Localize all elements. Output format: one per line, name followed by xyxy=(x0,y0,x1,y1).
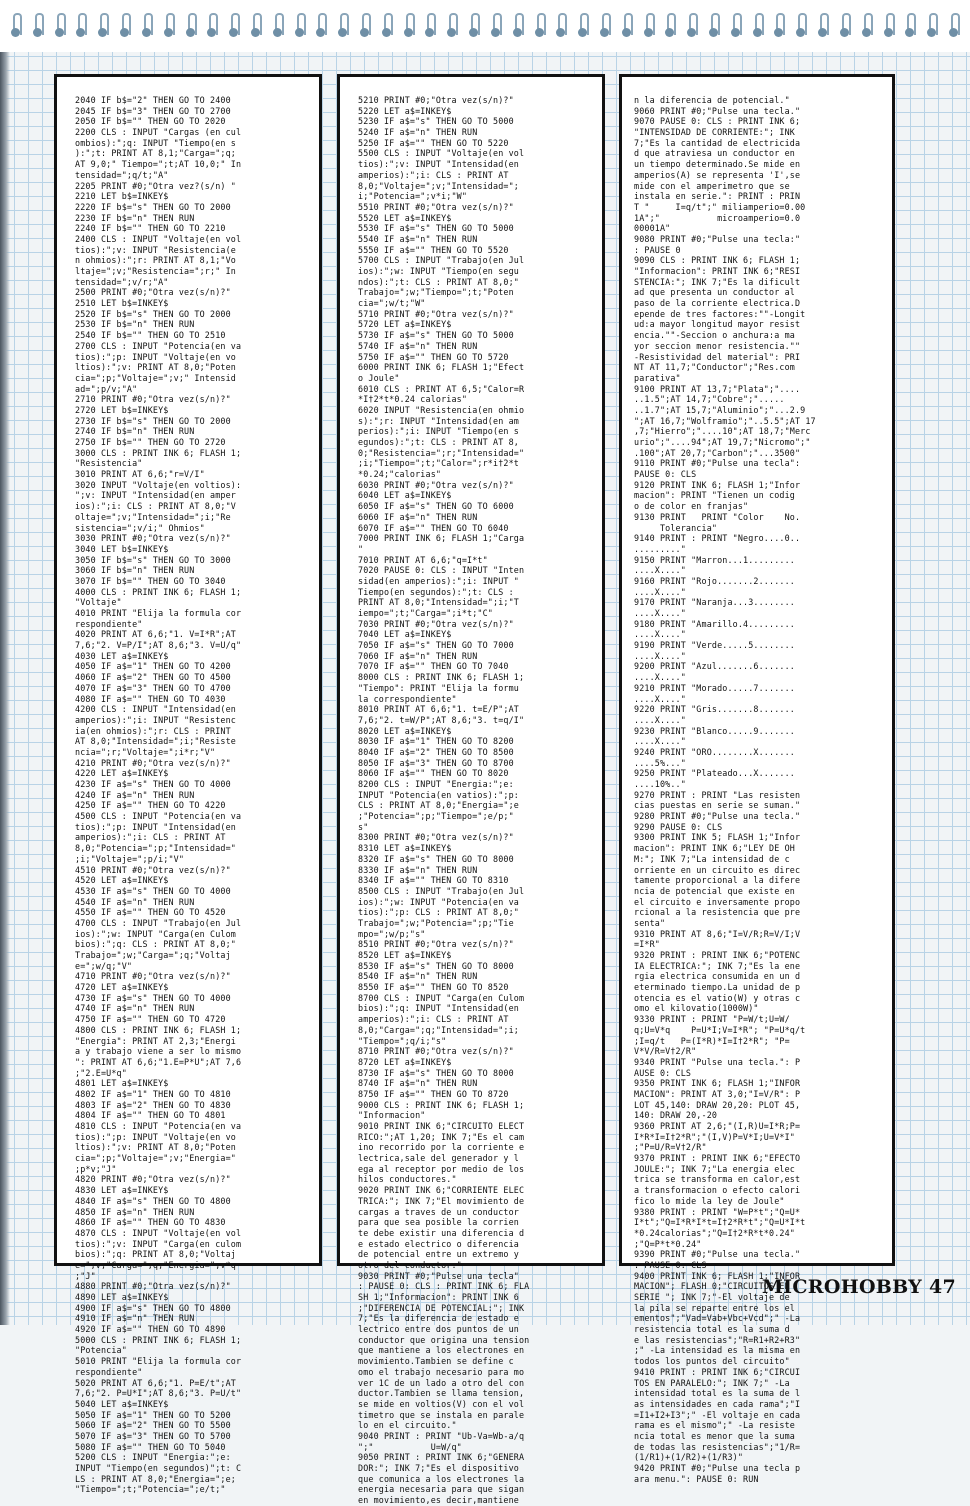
spiral-ring-icon xyxy=(161,13,177,39)
basic-code-column-2: 5210 PRINT #0;"Otra vez(s/n)?" 5220 LET a$=INKEY$ 5230 IF a$="s" THEN GO TO 5000 5240 IF a$="n" THEN RUN 5250 IF a$="" THEN GO TO 5220 5500 CLS : INPUT "Voltaje(en vol tios):";v: INPUT "Intensidad(en amperios):";i: CLS : PRINT AT 8,0;"Voltaje=";v;"Intensidad="; i;"Potencia=";v*i;"W" 5510 PRINT #0;"Otra vez(s/n)?" 5520 LET a$=INKEY$ 5530 IF a$="s" THEN GO TO 5000 5540 IF a$="n" THEN RUN 5550 IF a$="" THEN GO TO 5520 5700 CLS : INPUT "Trabajo(en Jul ios):";w: INPUT "Tiempo(en segu ndos):";t: CLS : PRINT AT 8,0;" Trabajo=";w;"Tiempo=";t;"Poten cia=";w/t;"W" 5710 PRINT #0;"Otra vez(s/n)?" 5720 LET a$=INKEY$ 5730 IF a$="s" THEN GO TO 5000 5740 IF a$="n" THEN RUN 5750 IF a$="" THEN GO TO 5720 6000 PRINT INK 6; FLASH 1;"Efect o Joule" 6010 CLS : PRINT AT 6,5;"Calor=R *I†2*t*0.24 calorias" 6020 INPUT "Resistencia(en ohmio s):";r: INPUT "Intensidad(en am perios):";i: INPUT "Tiempo(en s egundos):";t: CLS : PRINT AT 8, 0;"Resistencia=";r;"Intensidad=" ;i;"Tiempo=";t;"Calor=";r*i†2*t *0.24;"calorias" 6030 PRINT #0;"Otra vez(s/n)?" 6040 LET a$=INKEY$ 6050 IF a$="s" THEN GO TO 6000 6060 IF a$="n" THEN RUN 6070 IF a$="" THEN GO TO 6040 7000 PRINT INK 6; FLASH 1;"Carga " 7010 PRINT AT 6,6;"q=I*t" 7020 PAUSE 0: CLS : INPUT "Inten sidad(en amperios):";i: INPUT " Tiempo(en segundos):";t: CLS : PRINT AT 8,0;"Intensidad=";i;"T iempo=";t;"Carga=";i*t;"C" 7030 PRINT #0;"Otra vez(s/n)?" 7040 LET a$=INKEY$ 7050 IF a$="s" THEN GO TO 7000 7060 IF a$="n" THEN RUN 7070 IF a$="" THEN GO TO 7040 8000 CLS : PRINT INK 6; FLASH 1; "Tiempo": PRINT "Elija la formu la correspondiente" 8010 PRINT AT 6,6;"1. t=E/P";AT 7,6;"2. t=W/P";AT 8,6;"3. t=q/I" 8020 LET a$=INKEY$ 8030 IF a$="1" THEN GO TO 8200 8040 IF a$="2" THEN GO TO 8500 8050 IF a$="3" THEN GO TO 8700 8060 IF a$="" THEN GO TO 8020 8200 CLS : INPUT "Energia:";e: INPUT "Potencia(en vatios):";p: CLS : PRINT AT 8,0;"Energia=";e ;"Potencia=";p;"Tiempo=";e/p;" s" 8300 PRINT #0;"Otra vez(s/n)?" 8310 LET a$=INKEY$ 8320 IF a$="s" THEN GO TO 8000 8330 IF a$="n" THEN RUN 8340 IF a$="" THEN GO TO 8310 8500 CLS : INPUT "Trabajo(en Jul ios):";w: INPUT "Potencia(en va tios):";p: CLS : PRINT AT 8,0;" Trabajo=";w;"Potencia=";p;"Tie mpo=";w/p;"s" 8510 PRINT #0;"Otra vez(s/n)?" 8520 LET a$=INKEY$ 8530 IF a$="s" THEN GO TO 8000 8540 IF a$="n" THEN RUN 8550 IF a$="" THEN GO TO 8520 8700 CLS : INPUT "Carga(en Culom bios):";q: INPUT "Intensidad(en amperios):";i: CLS : PRINT AT 8,0;"Carga=";q;"Intensidad=";i; "Tiempo=";q/i;"s" 8710 PRINT #0;"Otra vez(s/n)?" 8720 LET a$=INKEY$ 8730 IF a$="s" THEN GO TO 8000 8740 IF a$="n" THEN RUN 8750 IF a$="" THEN GO TO 8720 9000 CLS : PRINT INK 6; FLASH 1; "Informacion" 9010 PRINT INK 6;"CIRCUITO ELECT RICO:";AT 1,20; INK 7;"Es el cam ino recorrido por la corriente e lectrica,sale del generador y l ega al receptor por medio de los hilos conductores." 9020 PRINT INK 6;"CORRIENTE ELEC TRICA:"; INK 7;"El movimiento de cargas a traves de un conductor para que sea posible la corrien te debe existir una diferencia d e estado electrico o diferencia de potencial entre un extremo y otro del conductor." 9030 PRINT #0;"Pulse una tecla" : PAUSE 0: CLS : PRINT INK 6; FLA SH 1;"Informacion": PRINT INK 6 ;"DIFERENCIA DE POTENCIAL:"; INK 7;"Es la diferencia de estado e lectrico entre dos puntos de un conductor que origina una tension que mantiene a los electrones en movimiento.Tambien se define c omo el trabajo necesario para mo ver 1C de un lado a otro del con ductor.Tambien se llama tension, se mide en voltios(V) con el vol timetro que se instala en parale lo en el circuito." 9040 PRINT : PRINT "Ub-Va=Wb-a/q ";" U=W/q" 9050 PRINT : PRINT INK 6;"GENERA DOR:"; INK 7;"Es el dispositivo que comunica a los electrones la energia necesaria para que sigan en movimiento,es decir,mantiene xyxy=(358,95,530,1506)
spiral-ring-icon xyxy=(510,13,526,39)
spiral-ring-icon xyxy=(662,13,678,39)
spiral-ring-icon xyxy=(270,13,286,39)
spiral-ring-icon xyxy=(597,13,613,39)
spiral-ring-icon xyxy=(750,13,766,39)
spiral-ring-icon xyxy=(117,13,133,39)
spiral-ring-icon xyxy=(357,13,373,39)
spiral-ring-icon xyxy=(706,13,722,39)
spiral-ring-icon xyxy=(684,13,700,39)
spiral-ring-icon xyxy=(902,13,918,39)
spiral-ring-icon xyxy=(924,13,940,39)
spiral-ring-icon xyxy=(837,13,853,39)
spiral-ring-icon xyxy=(379,13,395,39)
spiral-ring-icon xyxy=(575,13,591,39)
spiral-ring-icon xyxy=(532,13,548,39)
spiral-ring-icon xyxy=(8,13,24,39)
spiral-binding xyxy=(0,0,970,52)
spiral-ring-icon xyxy=(771,13,787,39)
spiral-ring-icon xyxy=(401,13,417,39)
listing-column-2 xyxy=(337,74,605,1506)
spiral-ring-icon xyxy=(815,13,831,39)
spiral-ring-icon xyxy=(859,13,875,39)
spiral-ring-icon xyxy=(313,13,329,39)
spiral-ring-icon xyxy=(793,13,809,39)
basic-code-column-1: 2040 IF b$="2" THEN GO TO 2400 2045 IF b$="3" THEN GO TO 2700 2050 IF b$="" THEN GO TO 2020 2200 CLS : INPUT "Cargas (en cul ombios):";q: INPUT "Tiempo(en s ):";t: PRINT AT 8,1;"Carga=";q; AT 9,0;" Tiempo=";t;AT 10,0;" In tensidad=";q/t;"A" 2205 PRINT #0;"Otra vez?(s/n) " 2210 LET b$=INKEY$ 2220 IF b$="s" THEN GO TO 2000 2230 IF b$="n" THEN RUN 2240 IF b$="" THEN GO TO 2210 2400 CLS : INPUT "Voltaje(en vol tios):";v: INPUT "Resistencia(e n ohmios):";r: PRINT AT 8,1;"Vo ltaje=";v;"Resistencia=";r;" In tensidad=";v/r;"A" 2500 PRINT #0;"Otra vez(s/n)?" 2510 LET b$=INKEY$ 2520 IF b$="s" THEN GO TO 2000 2530 IF b$="n" THEN RUN 2540 IF b$="" THEN GO TO 2510 2700 CLS : INPUT "Potencia(en va tios):";p: INPUT "Voltaje(en vo ltios):";v: PRINT AT 8,0;"Poten cia=";p;"Voltaje=";v;" Intensid ad=";p/v;"A" 2710 PRINT #0;"Otra vez(s/n)?" 2720 LET b$=INKEY$ 2730 IF b$="s" THEN GO TO 2000 2740 IF b$="n" THEN RUN 2750 IF b$="" THEN GO TO 2720 3000 CLS : PRINT INK 6; FLASH 1; "Resistencia" 3010 PRINT AT 6,6;"r=V/I" 3020 INPUT "Voltaje(en voltios): ";v: INPUT "Intensidad(en amper ios):";i: CLS : PRINT AT 8,0;"V oltaje=";v;"Intensidad=";i;"Re sistencia=";v/i;" Ohmios" 3030 PRINT #0;"Otra vez(s/n)?" 3040 LET b$=INKEY$ 3050 IF b$="s" THEN GO TO 3000 3060 IF b$="n" THEN RUN 3070 IF b$="" THEN GO TO 3040 4000 CLS : PRINT INK 6; FLASH 1; "Voltaje" 4010 PRINT "Elija la formula cor respondiente" 4020 PRINT AT 6,6;"1. V=I*R";AT 7,6;"2. V=P/I";AT 8,6;"3. V=U/q" 4030 LET a$=INKEY$ 4050 IF a$="1" THEN GO TO 4200 4060 IF a$="2" THEN GO TO 4500 4070 IF a$="3" THEN GO TO 4700 4080 IF a$="" THEN GO TO 4030 4200 CLS : INPUT "Intensidad(en amperios):";i: INPUT "Resistenc ia(en ohmios):";r: CLS : PRINT AT 8,0;"Intensidad=";i;"Resiste ncia=";r;"Voltaje=";i*r;"V" 4210 PRINT #0;"Otra vez(s/n)?" 4220 LET a$=INKEY$ 4230 IF a$="s" THEN GO TO 4000 4240 IF a$="n" THEN RUN 4250 IF a$="" THEN GO TO 4220 4500 CLS : INPUT "Potencia(en va tios):";p: INPUT "Intensidad(en amperios):";i: CLS : PRINT AT 8,0;"Potencia=";p;"Intensidad=" ;i;"Voltaje=";p/i;"V" 4510 PRINT #0;"Otra vez(s/n)?" 4520 LET a$=INKEY$ 4530 IF a$="s" THEN GO TO 4000 4540 IF a$="n" THEN RUN 4550 IF a$="" THEN GO TO 4520 4700 CLS : INPUT "Trabajo(en Jul ios):";w: INPUT "Carga(en Culom bios):";q: CLS : PRINT AT 8,0;" Trabajo=";w;"Carga=";q;"Voltaj e=";w/q;"V" 4710 PRINT #0;"Otra vez(s/n)?" 4720 LET a$=INKEY$ 4730 IF a$="s" THEN GO TO 4000 4740 IF a$="n" THEN RUN 4750 IF a$="" THEN GO TO 4720 4800 CLS : PRINT INK 6; FLASH 1; "Energia": PRINT AT 2,3;"Energi a y trabajo viene a ser lo mismo ": PRINT AT 6,6;"1.E=P*U";AT 7,6 ;"2.E=U*q" 4801 LET a$=INKEY$ 4802 IF a$="1" THEN GO TO 4810 4803 IF a$="2" THEN GO TO 4830 4804 IF a$="" THEN GO TO 4801 4810 CLS : INPUT "Potencia(en va tios):";p: INPUT "Voltaje(en vo ltios):";v: PRINT AT 8,0;"Poten cia=";p;"Voltaje=";v;"Energia=" ;p*v;"J" 4820 PRINT #0;"Otra vez(s/n)?" 4830 LET a$=INKEY$ 4840 IF a$="s" THEN GO TO 4800 4850 IF a$="n" THEN RUN 4860 IF a$="" THEN GO TO 4830 4870 CLS : INPUT "Voltaje(en vol tios):";v: INPUT "Carga(en culom bios):";q: PRINT AT 8,0;"Voltaj e=";v;"Carga=";q;"Energia=";v*q ;"J" 4880 PRINT #0;"Otra vez(s/n)?" 4890 LET a$=INKEY$ 4900 IF a$="s" THEN GO TO 4800 4910 IF a$="n" THEN RUN 4920 IF a$="" THEN GO TO 4890 5000 CLS : PRINT INK 6; FLASH 1; "Potencia" 5010 PRINT "Elija la formula cor respondiente" 5020 PRINT AT 6,6;"1. P=E/t";AT 7,6;"2. P=U*I";AT 8,6;"3. P=U/t" 5040 LET a$=INKEY$ 5050 IF a$="1" THEN GO TO 5200 5060 IF a$="2" THEN GO TO 5500 5070 IF a$="3" THEN GO TO 5700 5080 IF a$="" THEN GO TO 5040 5200 CLS : INPUT "Energia:";e: INPUT "Tiempo(en segundos)";t: C LS : PRINT AT 8,0;"Energia=";e; "Tiempo=";t;"Potencia=";e/t;" xyxy=(75,95,242,1495)
spiral-ring-icon xyxy=(183,13,199,39)
spiral-ring-icon xyxy=(728,13,744,39)
spiral-ring-icon xyxy=(292,13,308,39)
spiral-ring-icon xyxy=(204,13,220,39)
spiral-ring-icon xyxy=(553,13,569,39)
spiral-ring-icon xyxy=(73,13,89,39)
spiral-ring-icon xyxy=(444,13,460,39)
page-footer: MICROHOBBY 47 xyxy=(761,1276,956,1298)
spiral-ring-icon xyxy=(248,13,264,39)
spiral-ring-icon xyxy=(881,13,897,39)
spiral-ring-icon xyxy=(946,13,962,39)
spiral-ring-icon xyxy=(226,13,242,39)
spiral-ring-icon xyxy=(422,13,438,39)
spiral-ring-icon xyxy=(488,13,504,39)
spiral-ring-icon xyxy=(641,13,657,39)
page-binding-shadow xyxy=(0,0,10,1325)
spiral-ring-icon xyxy=(30,13,46,39)
spiral-ring-icon xyxy=(95,13,111,39)
spiral-ring-icon xyxy=(335,13,351,39)
listing-column-1 xyxy=(54,74,322,1495)
spiral-ring-icon xyxy=(139,13,155,39)
basic-code-column-3: n la diferencia de potencial." 9060 PRINT #0;"Pulse una tecla." 9070 PAUSE 0: CLS : PRINT INK 6; "INTENSIDAD DE CORRIENTE:"; INK 7;"Es la cantidad de electricida d que atraviesa un conductor en un tiempo determinado.Se mide en amperios(A) se representa 'I',se mide con el amperimetro que se instala en serie.": PRINT : PRIN T " I=q/t";" miliamperio=0.00 1A";" microamperio=0.0 00001A" 9080 PRINT #0;"Pulse una tecla:" : PAUSE 0 9090 CLS : PRINT INK 6; FLASH 1; "Informacion": PRINT INK 6;"RESI STENCIA:"; INK 7;"Es la dificult ad que presenta un conductor al paso de la corriente electrica.D epende de tres factores:""-Longit ud:a mayor longitud mayor resist encia.""-Seccion o anchura:a ma yor seccion menor resistencia."" -Resistividad del material": PRI NT AT 11,7;"Conductor";"Res.com parativa" 9100 PRINT AT 13,7;"Plata";".... ..1.5";AT 14,7;"Cobre";"..... ..1.7";AT 15,7;"Aluminio";"...2.9 ";AT 16,7;"Wolframio";"..5.5";AT 17 ,7;"Hierro";"....10";AT 18,7;"Merc urio";"....94";AT 19,7;"Nicromo";" .100";AT 20,7;"Carbon";"...3500" 9110 PRINT #0;"Pulse una tecla": PAUSE 0: CLS 9120 PRINT INK 6; FLASH 1;"Infor macion": PRINT "Tienen un codig o de color en franjas" 9130 PRINT PRINT "Color No. Tolerancia" 9140 PRINT : PRINT "Negro....0.. ........." 9150 PRINT "Marron...1......... ....X...." 9160 PRINT "Rojo.......2....... ....X...." 9170 PRINT "Naranja...3........ ....X...." 9180 PRINT "Amarillo.4......... ....X...." 9190 PRINT "Verde.....5........ ....X...." 9200 PRINT "Azul.......6....... ....X...." 9210 PRINT "Morado.....7....... ....X...." 9220 PRINT "Gris.......8....... ....X...." 9230 PRINT "Blanco.....9....... ....X...." 9240 PRINT "ORO........X....... ....5%..." 9250 PRINT "Plateado...X....... ....10%.." 9270 PRINT : PRINT "Las resisten cias puestas en serie se suman." 9280 PRINT #0;"Pulse una tecla." 9290 PAUSE 0: CLS 9300 PRINT INK 5; FLASH 1;"Infor macion": PRINT INK 6;"LEY DE OH M:"; INK 7;"La intensidad de c orriente en un circuito es direc tamente proporcional a la difere ncia de potencial que existe en el circuito e inversamente propo rcional a la resistencia que pre senta" 9310 PRINT AT 8,6;"I=V/R;R=V/I;V =I*R" 9320 PRINT : PRINT INK 6;"POTENC IA ELECTRICA:"; INK 7;"Es la ene rgia electrica consumida en un d eterminado tiempo.La unidad de p otencia es el vatio(W) y otras c omo el kilovatio(1000W)" 9330 PRINT : PRINT "P=W/t;U=W/ q;U=V*q P=U*I;V=I*R"; "P=U*q/t ;I=q/t P=(I*R)*I=I†2*R"; "P= V*V/R=V†2/R" 9340 PRINT "Pulse una tecla.": P AUSE 0: CLS 9350 PRINT INK 6; FLASH 1;"INFOR MACION": PRINT AT 3,0;"I=V/R": P LOT 45,140: DRAW 20,20: PLOT 45, 140: DRAW 20,-20 9360 PRINT AT 2,6;"(I,R)U=I*R;P= I*R*I=I†2*R";"(I,V)P=V*I;U=V*I" ;"P=U/R=V†2/R" 9370 PRINT : PRINT INK 6;"EFECTO JOULE:"; INK 7;"La energia elec trica se transforma en calor,est a transformacion o efecto calori fico lo mide la ley de Joule" 9380 PRINT : PRINT "W=P*t";"Q=U* I*t";"Q=I*R*I*t=I†2*R*t";"Q=U*I*t *0.24calorias";"Q=I†2*R*t*0.24" ;"Q=P*t*0.24" 9390 PRINT #0;"Pulse una tecla." : PAUSE 0: CLS 9400 PRINT INK 6; FLASH 1;"INFOR MACION"; FLASH 0;"CIRCUITOS EN SERIE "; INK 7;"-El voltaje de la pila se reparte entre los el ementos";"Vad=Vab+Vbc+Vcd";" -La resistencia total es la suma d e las resistencias";"R=R1+R2+R3" ;" -La intensidad es la misma en todos los puntos del circuito" 9410 PRINT : PRINT INK 6;"CIRCUI TOS EN PARALELO:"; INK 7;" -La intensidad total es la suma de l as intensidades en cada rama";"I =I1+I2+I3";" -El voltaje en cada rama es el mismo";" -La resiste ncia total es menor que la suma de todas las resistencias";"1/R= (1/R1)+(1/R2)+(1/R3)" 9420 PRINT #0;"Pulse una tecla p ara menu.": PAUSE 0: RUN xyxy=(634,95,816,1484)
spiral-ring-icon xyxy=(466,13,482,39)
spiral-ring-icon xyxy=(619,13,635,39)
spiral-ring-icon xyxy=(52,13,68,39)
